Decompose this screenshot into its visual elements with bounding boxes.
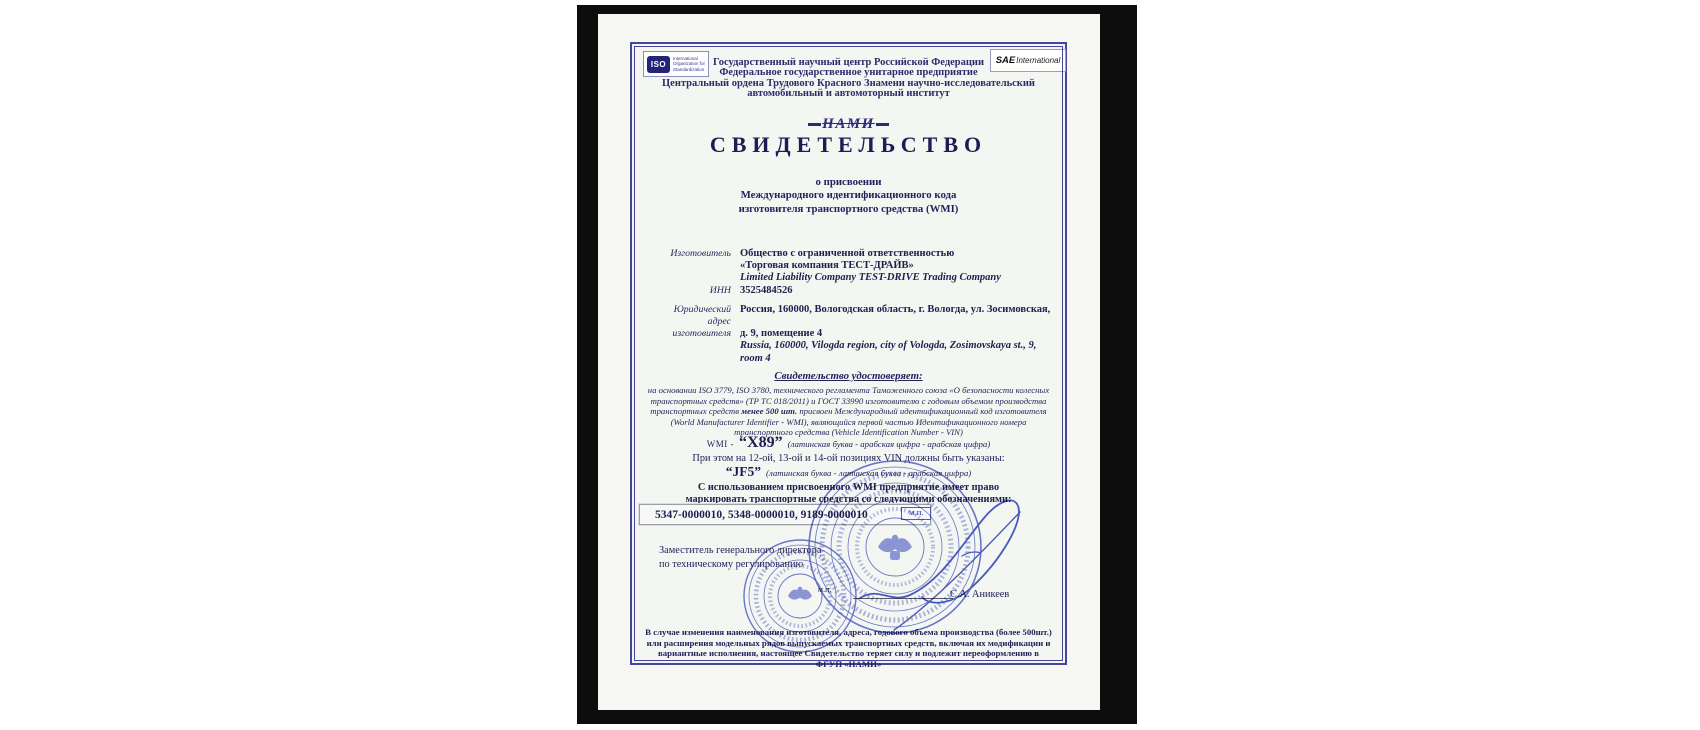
- subtitle-line: о присвоении: [815, 176, 882, 188]
- certifies-line-part: транспортных средств: [650, 406, 742, 417]
- field-label-address2: изготовителя: [672, 328, 731, 340]
- marking-codes: 5347-0000010, 5348-0000010, 9189-0000010: [655, 508, 868, 521]
- iso-logo-mark: ISO: [647, 56, 670, 73]
- certifies-line: [634, 406, 1063, 417]
- nami-logo-text: НАМИ: [822, 116, 875, 132]
- wmi-code-note: (латинская буква - арабская цифра - арабская цифра): [787, 439, 991, 449]
- org-header-line: Федеральное государственное унитарное предприятие: [719, 67, 978, 79]
- signatory-position: [659, 544, 821, 572]
- certifies-line: транспортных средств» (ТР ТС 018/2011) и ГОСТ 33990 изготовителю с годовым объемом производства: [650, 395, 1047, 406]
- certifies-line: транспортного средства (Vehicle Identification Number - VIN): [734, 427, 963, 438]
- vin-positions-line: При этом на 12-ой, 13-ой и 14-ой позициях VIN должны быть указаны:: [692, 453, 1005, 464]
- address-row: [648, 328, 1057, 340]
- document-page: [598, 14, 1100, 710]
- footer-line: В случае изменения наименования изготовителя, адреса, годового объема производства (более 500шт.): [645, 627, 1052, 637]
- iso-text-line: Standardization: [672, 66, 705, 72]
- certificate-border: [630, 42, 1067, 670]
- stamp-eagle-emblem: [878, 535, 912, 560]
- wmi-code-line: [632, 434, 1065, 452]
- sae-logo-bold: SAE: [995, 55, 1016, 66]
- marking-rights-text: [632, 482, 1065, 507]
- signatory-position-line: Заместитель генерального директора: [659, 545, 822, 556]
- field-label-empty: [648, 272, 740, 284]
- sae-logo-text: International: [1016, 56, 1061, 65]
- signatory-name: С.А. Аникеев: [950, 589, 1010, 600]
- iso-text-line: Organization for: [672, 61, 706, 67]
- footer-line: или расширения модельных рядов выпускаемых транспортных средств, включая их модификации и: [646, 637, 1051, 648]
- address-row: [648, 304, 1057, 328]
- inn-row: [648, 285, 1057, 297]
- nami-logo-dash: [876, 123, 889, 126]
- footer-note: [638, 627, 1059, 670]
- wmi-prefix: WMI -: [706, 439, 735, 449]
- wmi-code: “X89”: [739, 434, 783, 451]
- subtitle-line: Международного идентификационного кода: [740, 189, 957, 202]
- iso-text-line: International: [672, 55, 698, 61]
- footer-line: вариантные исполнения, настоящее Свидетельство теряет силу и подлежит переоформлению в: [658, 648, 1039, 659]
- certifies-line: (World Manufacturer Identifier - WMI), являющийся первой частью Идентификационного номера: [670, 416, 1027, 427]
- vin-suffix-note: (латинская буква - латинская буква - арабская цифра): [766, 468, 972, 478]
- spacer: [648, 297, 1057, 304]
- certifies-line-part: присвоен Международный идентификационный код изготовителя: [797, 406, 1047, 417]
- signatory-position-line: по техническому регулированию: [659, 558, 804, 570]
- footer-line: ФГУП «НАМИ»: [815, 659, 882, 670]
- address-en: Russia, 160000, Vilogda region, city of Vologda, Zosimovskaya st., 9, room 4: [740, 340, 1037, 364]
- mp-mark: м.п.: [818, 585, 832, 594]
- manufacturer-row: [648, 248, 1057, 260]
- manufacturer-row: [648, 272, 1057, 284]
- manufacturer-name-ru2: «Торговая компания ТЕСТ-ДРАЙВ»: [740, 260, 914, 272]
- certificate-title: СВИДЕТЕЛЬСТВО: [709, 132, 988, 157]
- field-label-empty: [648, 260, 740, 272]
- signature-line: [853, 598, 953, 599]
- seal-placeholder-box: М.П.: [901, 507, 931, 520]
- marking-rights-line: маркировать транспортные средства со следующими обозначениями:: [685, 494, 1012, 506]
- certifies-heading: Свидетельство удостоверяет:: [774, 370, 923, 382]
- marking-rights-line: С использованием присвоенного WMI предприятие имеет право: [697, 482, 1000, 493]
- inn-value: 3525484526: [740, 284, 793, 296]
- nami-logo-dash: [808, 123, 821, 126]
- manufacturer-name-ru: Общество с ограниченной ответственностью: [740, 248, 955, 259]
- certifies-line-bold: менее 500 шт.: [741, 406, 798, 417]
- manufacturer-section: [648, 248, 1057, 365]
- org-header-line: автомобильный и автомоторный институт: [747, 88, 950, 100]
- certificate-subtitle: [632, 176, 1065, 216]
- nami-logo: [632, 116, 1065, 133]
- black-mat-frame: [577, 5, 1137, 724]
- manufacturer-name-en: Limited Liability Company TEST-DRIVE Trading Company: [740, 272, 1001, 284]
- address-row: [648, 340, 1057, 364]
- certifies-line: на основании ISO 3779, ISO 3780, технического регламента Таможенного союза «О безопасности колесных: [647, 385, 1050, 395]
- org-header-line: Государственный научный центр Российской Федерации: [712, 57, 985, 68]
- org-header: [632, 55, 1065, 100]
- manufacturer-row: [648, 260, 1057, 272]
- certifies-paragraph: [634, 385, 1063, 438]
- marking-codes-box: [639, 504, 931, 525]
- address-line: д. 9, помещение 4: [740, 328, 823, 340]
- field-label-address: Юридический адрес: [673, 303, 731, 328]
- subtitle-line: изготовителя транспортного средства (WMI): [738, 202, 959, 215]
- vin-suffix-line: [632, 464, 1065, 480]
- org-header-line: Центральный ордена Трудового Красного Знамени научно-исследовательский: [662, 77, 1035, 89]
- field-label-inn: ИНН: [709, 284, 731, 296]
- address-line: Россия, 160000, Вологодская область, г. Вологда, ул. Зосимовская,: [740, 303, 1051, 315]
- vin-suffix-code: “JF5”: [725, 464, 762, 479]
- stamp-eagle-emblem: [788, 587, 812, 600]
- field-label-empty: [648, 340, 740, 364]
- field-label-manufacturer: Изготовитель: [670, 248, 731, 259]
